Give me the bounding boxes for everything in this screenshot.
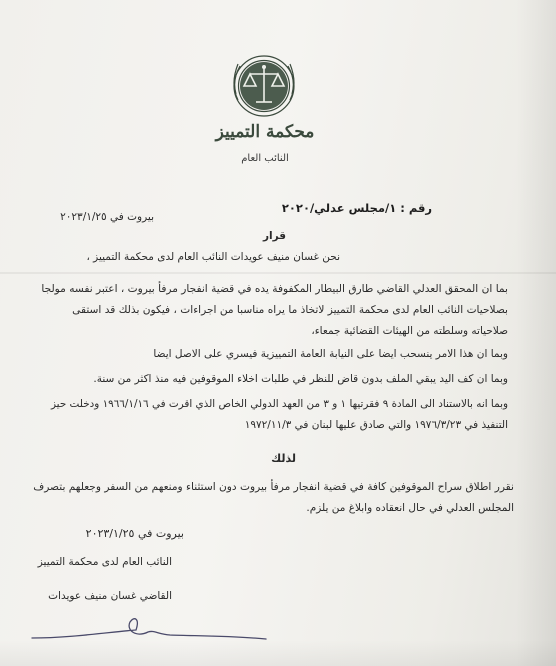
reference-number: رقم : ١/مجلس عدلي/٢٠٢٠ [281, 201, 432, 215]
paper-fold [0, 272, 556, 274]
decision-title: قرار [262, 230, 286, 242]
handwritten-signature [30, 608, 270, 658]
signatory-name: القاضي غسان منيف عويدات [48, 590, 172, 602]
date-top: بيروت في ٢٠٢٣/١/٢٥ [60, 211, 154, 223]
body-line: بصلاحيات النائب العام لدى محكمة التمييز لاتخاذ ما يراه مناسبا من اجراءات ، فيكون بذلك قد استقى [72, 304, 508, 316]
body-line: بما ان المحقق العدلي القاضي طارق البيطار المكفوفة يده في قضية انفجار مرفأ بيروت ، اعتبر نفسه مولجا [41, 283, 508, 295]
footer-date: بيروت في ٢٠٢٣/١/٢٥ [85, 527, 184, 540]
body-line: صلاحياته وسلطته من الهيئات القضائية جمعاء، [311, 325, 508, 337]
order-line: المجلس العدلي في حال انعقاده وابلاغ من يلزم. [306, 502, 514, 514]
body-line: نحن غسان منيف عويدات النائب العام لدى محكمة التمييز ، [86, 251, 340, 263]
conclusion-title: لذلك [271, 452, 296, 465]
court-name: محكمة التمييز [215, 122, 315, 142]
signatory-title: النائب العام لدى محكمة التمييز [37, 556, 172, 568]
office-title: النائب العام [241, 153, 289, 164]
page-shadow [516, 0, 556, 666]
body-line: وبما ان كف اليد يبقي الملف بدون قاض للنظر في طلبات اخلاء الموقوفين فيه منذ اكثر من سنة. [93, 373, 508, 385]
body-line: وبما ان هذا الامر ينسحب ايضا على النيابة العامة التمييزية فيسري على الاصل ايضا [153, 348, 508, 360]
order-line: نقرر اطلاق سراح الموقوفين كافة في قضية انفجار مرفأ بيروت دون استثناء ومنعهم من السفر وجعلهم بتصرف [33, 481, 514, 493]
court-emblem-icon [226, 50, 302, 122]
body-line: وبما انه بالاستناد الى المادة ٩ فقرتيها ١ و ٣ من العهد الدولي الخاص الذي اقرت في ١٩٦٦/١/١٦ ودخلت حيز [50, 398, 508, 410]
body-line: التنفيذ في ١٩٧٦/٣/٢٣ والتي صادق عليها لبنان في ١٩٧٢/١١/٣ [244, 419, 508, 431]
